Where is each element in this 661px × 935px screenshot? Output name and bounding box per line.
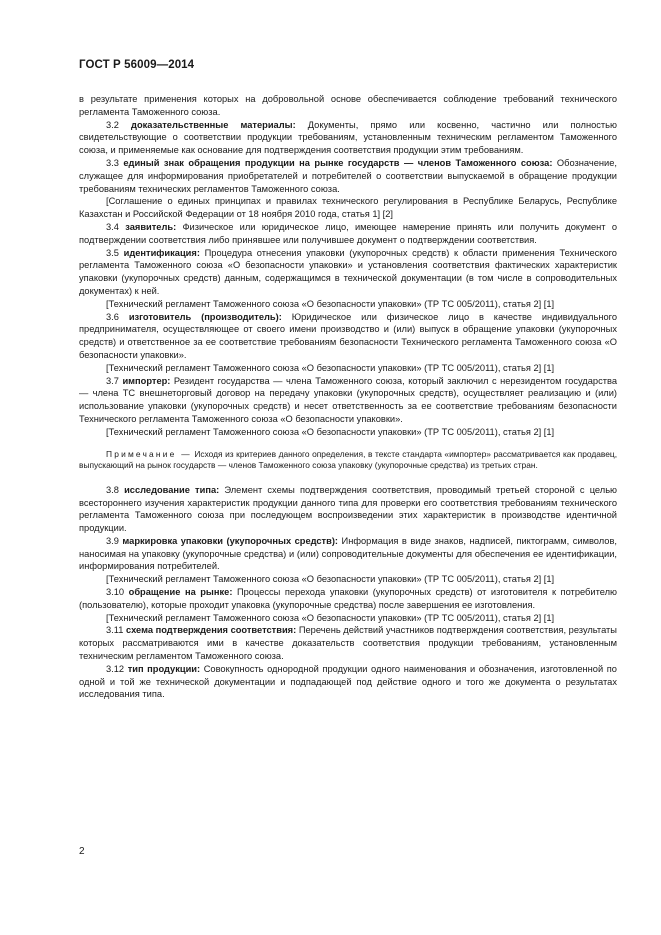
definition-text: Процедура отнесения упаковки (укупорочных средств) к области применения Технического регламента Таможенного союза «О безопасности упаковки» и установления соответствия фактических характеристик упаковки (укупорочных средств) данным, содержащимся в технической документации (в том числе в сопроводительных документах) к ней.	[79, 247, 617, 296]
term: доказательственные материалы:	[131, 119, 296, 130]
source-reference: [Технический регламент Таможенного союза «О безопасности упаковки» (ТР ТС 005/2011), статья 2] [1]	[106, 612, 555, 623]
term: идентификация:	[123, 247, 200, 258]
definition-text: Обозначение, служащее для информирования приобретателей и потребителей о соответствии выпускаемой в обращение продукции требованиям технических регламентов Таможенного союза.	[79, 157, 617, 194]
definition-text: Процессы перехода упаковки (укупорочных средств) от изготовителя к потребителю (пользователю), которые проходит упаковка (укупорочные средства) после завершения ее изготовления.	[79, 587, 617, 610]
definition-3-5	[79, 247, 617, 298]
term: импортер:	[122, 375, 171, 386]
definition-text: Совокупность однородной продукции одного наименования и обозначения, изготовленной по одной и той же технической документации и подпадающей под действие одного и того же документа о результатах исследования типа.	[79, 663, 617, 700]
term: исследование типа:	[124, 484, 220, 495]
definition-text: Перечень действий участников подтверждения соответствия, результаты которых рассматриваются ими в качестве доказательств соответствия продукции требованиям, установленным техническим регламентом Таможенного союза.	[79, 625, 617, 662]
source-reference: [Технический регламент Таможенного союза «О безопасности упаковки» (ТР ТС 005/2011), статья 2] [1]	[106, 426, 555, 437]
clause-number: 3.8	[106, 484, 119, 495]
definition-3-10	[79, 586, 617, 612]
clause-number: 3.5	[106, 247, 119, 258]
note-text: Исходя из критериев данного определения, в тексте стандарта «импортер» рассматривается как продавец, выпускающий на рынок государств — членов Таможенного союза упаковку (укупорочные средства) из третьих стран.	[79, 448, 618, 471]
term: тип продукции:	[127, 663, 201, 674]
term: заявитель:	[125, 221, 177, 232]
clause-number: 3.9	[106, 535, 119, 546]
clause-number: 3.3	[106, 157, 119, 168]
definition-3-6	[79, 311, 617, 362]
definition-3-2	[79, 119, 617, 157]
term: обращение на рынке:	[128, 587, 233, 598]
clause-number: 3.6	[106, 311, 119, 322]
definition-3-12	[79, 663, 617, 701]
definition-3-7	[79, 375, 617, 426]
definition-3-3	[79, 157, 617, 195]
source-reference: [Технический регламент Таможенного союза «О безопасности упаковки» (ТР ТС 005/2011), статья 2] [1]	[106, 362, 555, 373]
term: единый знак обращения продукции на рынке государств — членов Таможенного союза:	[123, 157, 553, 168]
definition-3-4	[79, 221, 617, 247]
definition-text: Элемент схемы подтверждения соответствия, проводимый третьей стороной с целью всестороннего изучения характеристик продукции данного типа для проверки его соответствия требованиям технического регламента Таможенного союза при последующем воспроизведении этих характеристик в производстве идентичной продукции.	[79, 484, 618, 534]
clause-number: 3.4	[106, 221, 119, 232]
paragraph-continuation: в результате применения которых на добровольной основе обеспечивается соблюдение требований технического регламента Таможенного союза.	[79, 94, 617, 117]
clause-number: 3.11	[106, 625, 124, 636]
document-header: ГОСТ Р 56009—2014	[79, 59, 195, 71]
definition-text: Физическое или юридическое лицо, имеющее намерение принять или получить документ о подтверждении соответствия либо принявшее или получившее документ о подтверждении соответствия.	[79, 221, 618, 245]
document-body	[79, 93, 617, 701]
term: схема подтверждения соответствия:	[126, 625, 297, 636]
term: изготовитель (производитель):	[128, 311, 282, 322]
clause-number: 3.10	[106, 587, 125, 598]
definition-text: Юридическое или физическое лицо в качестве индивидуального предпринимателя, осуществляющее от своего имени производство и (или) выпуск в обращение упаковки (укупорочных средств) и ответственное за ее соответствие требованиям безопасности Технического регламента Таможенного союза «О безопасности упаковки».	[79, 311, 617, 360]
clause-number: 3.2	[106, 119, 119, 130]
page-number: 2	[79, 846, 85, 857]
definition-3-9	[79, 535, 617, 573]
source-reference: [Соглашение о единых принципах и правилах технического регулирования в Республике Беларусь, Республике Казахстан и Российской Федерации от 18 ноября 2010 года, статья 1] [2]	[79, 196, 617, 220]
clause-number: 3.12	[106, 663, 125, 674]
clause-number: 3.7	[106, 375, 119, 386]
note-label: Примечание —	[106, 448, 192, 459]
note	[79, 449, 617, 472]
term: маркировка упаковки (укупорочных средств):	[122, 535, 339, 546]
definition-3-8	[79, 484, 617, 535]
definition-3-11	[79, 624, 617, 662]
source-reference: [Технический регламент Таможенного союза «О безопасности упаковки» (ТР ТС 005/2011), статья 2] [1]	[106, 298, 555, 309]
source-reference: [Технический регламент Таможенного союза «О безопасности упаковки» (ТР ТС 005/2011), статья 2] [1]	[106, 574, 555, 585]
definition-text: Резидент государства — члена Таможенного союза, который заключил с нерезидентом государства — члена ТС внешнеторговый договор на передачу упаковки (укупорочных средств), осуществляет реализацию и (или) использование упаковки (укупорочных средств) и несет ответственность за ее соответствие требованиям безопасности Технического регламента Таможенного союза «О безопасности упаковки».	[79, 375, 617, 424]
definition-text: Документы, прямо или косвенно, частично или полностью свидетельствующие о соответствии продукции требованиям, установленным техническим регламентом Таможенного союза, и применяемые как основание для подтверждения соответствия продукции этим требованиям.	[79, 119, 617, 156]
definition-text: Информация в виде знаков, надписей, пиктограмм, символов, наносимая на упаковку (укупорочные средства) и (или) сопроводительные документы для обеспечения ее идентификации, информирования потребителей.	[79, 535, 617, 572]
